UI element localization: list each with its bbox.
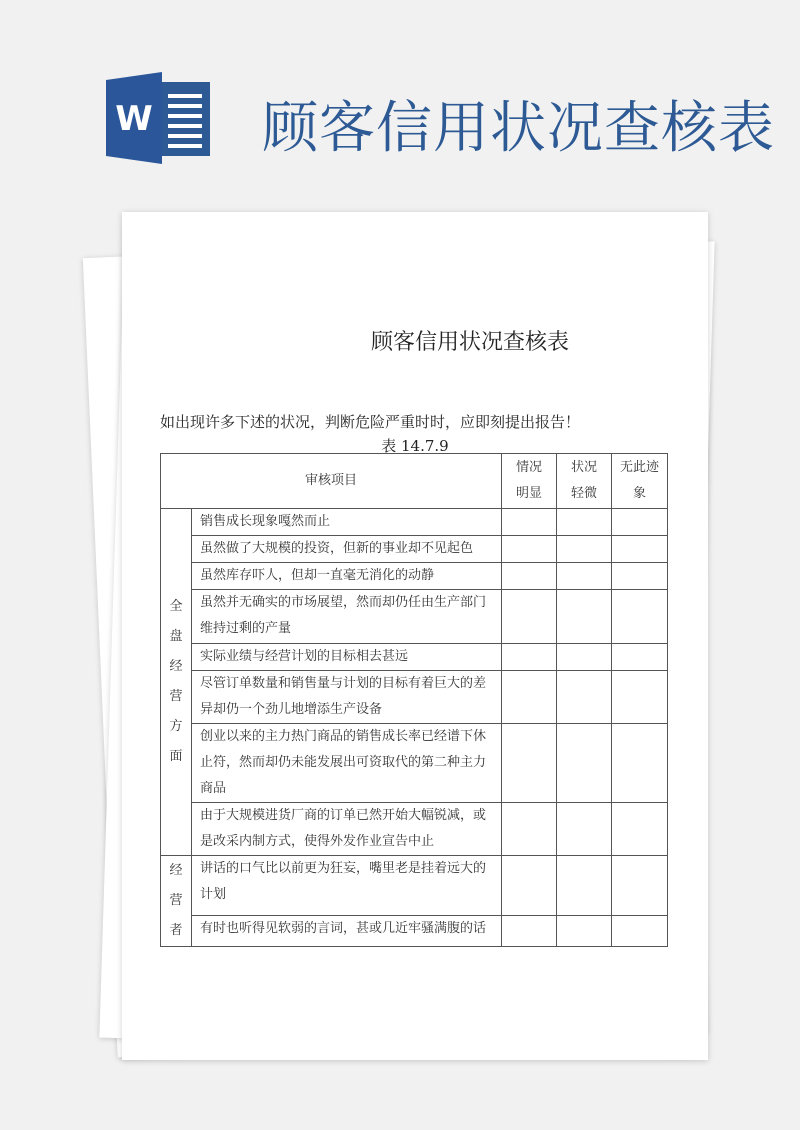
table-row: [161, 803, 668, 856]
column-header: 状况轻微: [557, 454, 612, 509]
check-cell[interactable]: [502, 563, 557, 590]
table-row: [161, 856, 668, 916]
check-cell[interactable]: [612, 590, 668, 644]
item-cell: 销售成长现象嘎然而止: [192, 509, 502, 536]
svg-text:W: W: [115, 99, 153, 139]
check-cell[interactable]: [502, 536, 557, 563]
category-cell: 全盘经营方面: [161, 509, 192, 856]
check-cell[interactable]: [557, 856, 612, 916]
item-cell: 讲话的口气比以前更为狂妄，嘴里老是挂着远大的计划: [192, 856, 502, 916]
table-row: [161, 509, 668, 536]
check-cell[interactable]: [502, 644, 557, 671]
check-cell[interactable]: [502, 916, 557, 947]
item-cell: 虽然库存吓人，但却一直毫无消化的动静: [192, 563, 502, 590]
item-cell: 有时也听得见软弱的言词，甚或几近牢骚满腹的话: [192, 916, 502, 947]
check-cell[interactable]: [502, 856, 557, 916]
check-cell[interactable]: [612, 671, 668, 724]
check-cell[interactable]: [612, 509, 668, 536]
table-row: [161, 724, 668, 803]
check-cell[interactable]: [502, 509, 557, 536]
column-header: 审核项目: [161, 454, 502, 509]
table-row: [161, 590, 668, 644]
check-cell[interactable]: [557, 536, 612, 563]
word-document-icon: [106, 72, 210, 164]
header-row: [161, 454, 668, 509]
table-row: [161, 536, 668, 563]
column-header: 情况明显: [502, 454, 557, 509]
document-title: 顾客信用状况查核表: [370, 330, 569, 355]
table-caption: 表 14.7.9: [381, 437, 449, 455]
item-cell: 实际业绩与经营计划的目标相去甚远: [192, 644, 502, 671]
item-cell: 虽然做了大规模的投资，但新的事业却不见起色: [192, 536, 502, 563]
check-cell[interactable]: [502, 590, 557, 644]
category-cell: 经营者: [161, 856, 192, 947]
check-cell[interactable]: [612, 856, 668, 916]
check-cell[interactable]: [612, 536, 668, 563]
table-row: [161, 644, 668, 671]
check-cell[interactable]: [502, 724, 557, 803]
check-cell[interactable]: [557, 671, 612, 724]
table-row: [161, 916, 668, 947]
table-row: [161, 671, 668, 724]
check-cell[interactable]: [557, 644, 612, 671]
column-header: 无此迹象: [612, 454, 668, 509]
item-cell: 创业以来的主力热门商品的销售成长率已经谱下休止符，然而却仍未能发展出可资取代的第二种主力商品: [192, 724, 502, 803]
item-cell: 尽管订单数量和销售量与计划的目标有着巨大的差异却仍一个劲儿地增添生产设备: [192, 671, 502, 724]
check-cell[interactable]: [557, 803, 612, 856]
check-cell[interactable]: [612, 916, 668, 947]
check-cell[interactable]: [557, 509, 612, 536]
intro-text: 如出现许多下述的状况，判断危险严重时时，应即刻提出报告！: [160, 413, 581, 431]
check-cell[interactable]: [612, 644, 668, 671]
check-cell[interactable]: [502, 671, 557, 724]
check-cell[interactable]: [612, 803, 668, 856]
check-cell[interactable]: [612, 724, 668, 803]
check-cell[interactable]: [557, 724, 612, 803]
check-cell[interactable]: [612, 563, 668, 590]
item-cell: 由于大规模进货厂商的订单已然开始大幅锐减，或是改采内制方式，使得外发作业宣告中止: [192, 803, 502, 856]
check-cell[interactable]: [557, 590, 612, 644]
check-cell[interactable]: [557, 563, 612, 590]
banner-title: 顾客信用状况查核表: [262, 96, 775, 161]
check-cell[interactable]: [502, 803, 557, 856]
item-cell: 虽然并无确实的市场展望，然而却仍任由生产部门维持过剩的产量: [192, 590, 502, 644]
credit-check-table: [160, 453, 668, 947]
table-row: [161, 563, 668, 590]
check-cell[interactable]: [557, 916, 612, 947]
